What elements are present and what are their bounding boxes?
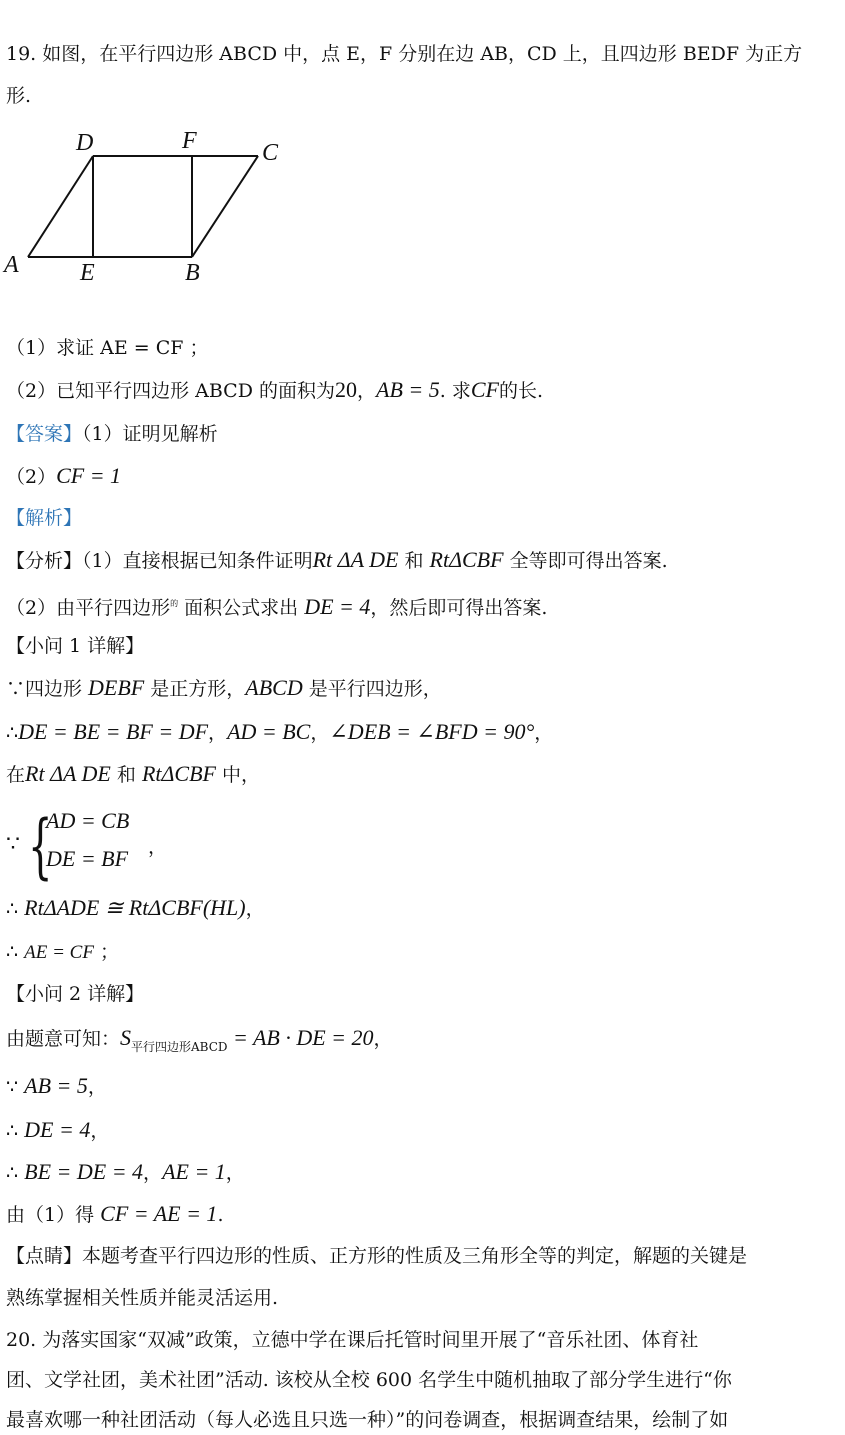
sub1-line5: ∴ RtΔADE ≅ RtΔCBF(HL)， <box>6 895 265 920</box>
analysis-fenxi-line1: 【分析】（1）直接根据已知条件证明Rt ΔA DE 和 RtΔCBF 全等即可得出答案. <box>6 547 668 572</box>
sub2-line5: 由（1）得 CF = AE = 1. <box>6 1201 224 1226</box>
parallelogram-figure <box>0 120 300 290</box>
sub1-line3: 在Rt ΔA DE 和 RtΔCBF 中， <box>6 761 261 786</box>
analysis-tag: 【解析】 <box>6 507 83 529</box>
answer-line2: （2）CF = 1 <box>6 463 122 488</box>
sub1-brace-system: ∵ { AD = CB DE = BF ， <box>6 805 168 887</box>
segment-AD <box>28 156 93 257</box>
comment-line2: 熟练掌握相关性质并能灵活运用. <box>6 1287 279 1309</box>
sub1-line2: ∴DE = BE = BF = DF，AD = BC，∠DEB = ∠BFD = 90°， <box>6 719 554 744</box>
label-A: A <box>4 252 19 278</box>
label-B: B <box>185 260 200 286</box>
q19-stem-line1: 19. 如图，在平行四边形 ABCD 中，点 E，F 分别在边 AB，CD 上，且四边形 BEDF 为正方 <box>6 43 803 65</box>
sub2-line4: ∴ BE = DE = 4，AE = 1， <box>6 1159 245 1184</box>
answer-line1: 【答案】（1）证明见解析 <box>6 423 218 445</box>
answer-tag: 【答案】 <box>6 423 83 445</box>
label-F: F <box>182 128 197 154</box>
label-C: C <box>262 140 279 166</box>
sub2-title: 【小问 2 详解】 <box>6 983 145 1005</box>
sub2-line2: ∵ AB = 5， <box>6 1073 107 1098</box>
analysis-fenxi-line2: （2）由平行四边形$^的$ 面积公式求出 DE = 4，然后即可得出答案. <box>6 594 548 619</box>
q19-part1: （1）求证 AE = CF ； <box>6 337 209 359</box>
system-row1: AD = CB <box>46 808 130 833</box>
q19-part2: （2）已知平行四边形 ABCD 的面积为20，AB = 5. 求CF的长. <box>6 377 543 402</box>
label-E: E <box>80 260 95 286</box>
q20-line2: 团、文学社团，美术社团”活动. 该校从全校 600 名学生中随机抽取了部分学生进行“你 <box>6 1369 732 1391</box>
sub1-line6: ∴ AE = CF ； <box>6 941 119 963</box>
q19-stem-line2: 形. <box>6 85 32 107</box>
comment-line1: 【点睛】本题考查平行四边形的性质、正方形的性质及三角形全等的判定，解题的关键是 <box>6 1245 748 1267</box>
because-symbol: ∵ <box>6 832 20 857</box>
sub1-line1: ∵四边形 DEBF 是正方形，ABCD 是平行四边形， <box>6 675 442 700</box>
label-D: D <box>76 130 94 156</box>
sub2-line1: 由题意可知：$S_{平行四边形ABCD}$ = AB · DE = 20， <box>6 1025 393 1054</box>
q20-line3: 最喜欢哪一种社团活动（每人必选且只选一种）”的问卷调查，根据调查结果，绘制了如 <box>6 1409 729 1431</box>
system-row2: DE = BF <box>46 846 129 871</box>
q20-line1: 20. 为落实国家“双减”政策，立德中学在课后托管时间里开展了“音乐社团、体育社 <box>6 1329 699 1351</box>
sub1-title: 【小问 1 详解】 <box>6 635 145 657</box>
sub2-line3: ∴ DE = 4， <box>6 1117 110 1142</box>
segment-CB <box>192 156 258 257</box>
left-brace: { <box>28 805 53 887</box>
